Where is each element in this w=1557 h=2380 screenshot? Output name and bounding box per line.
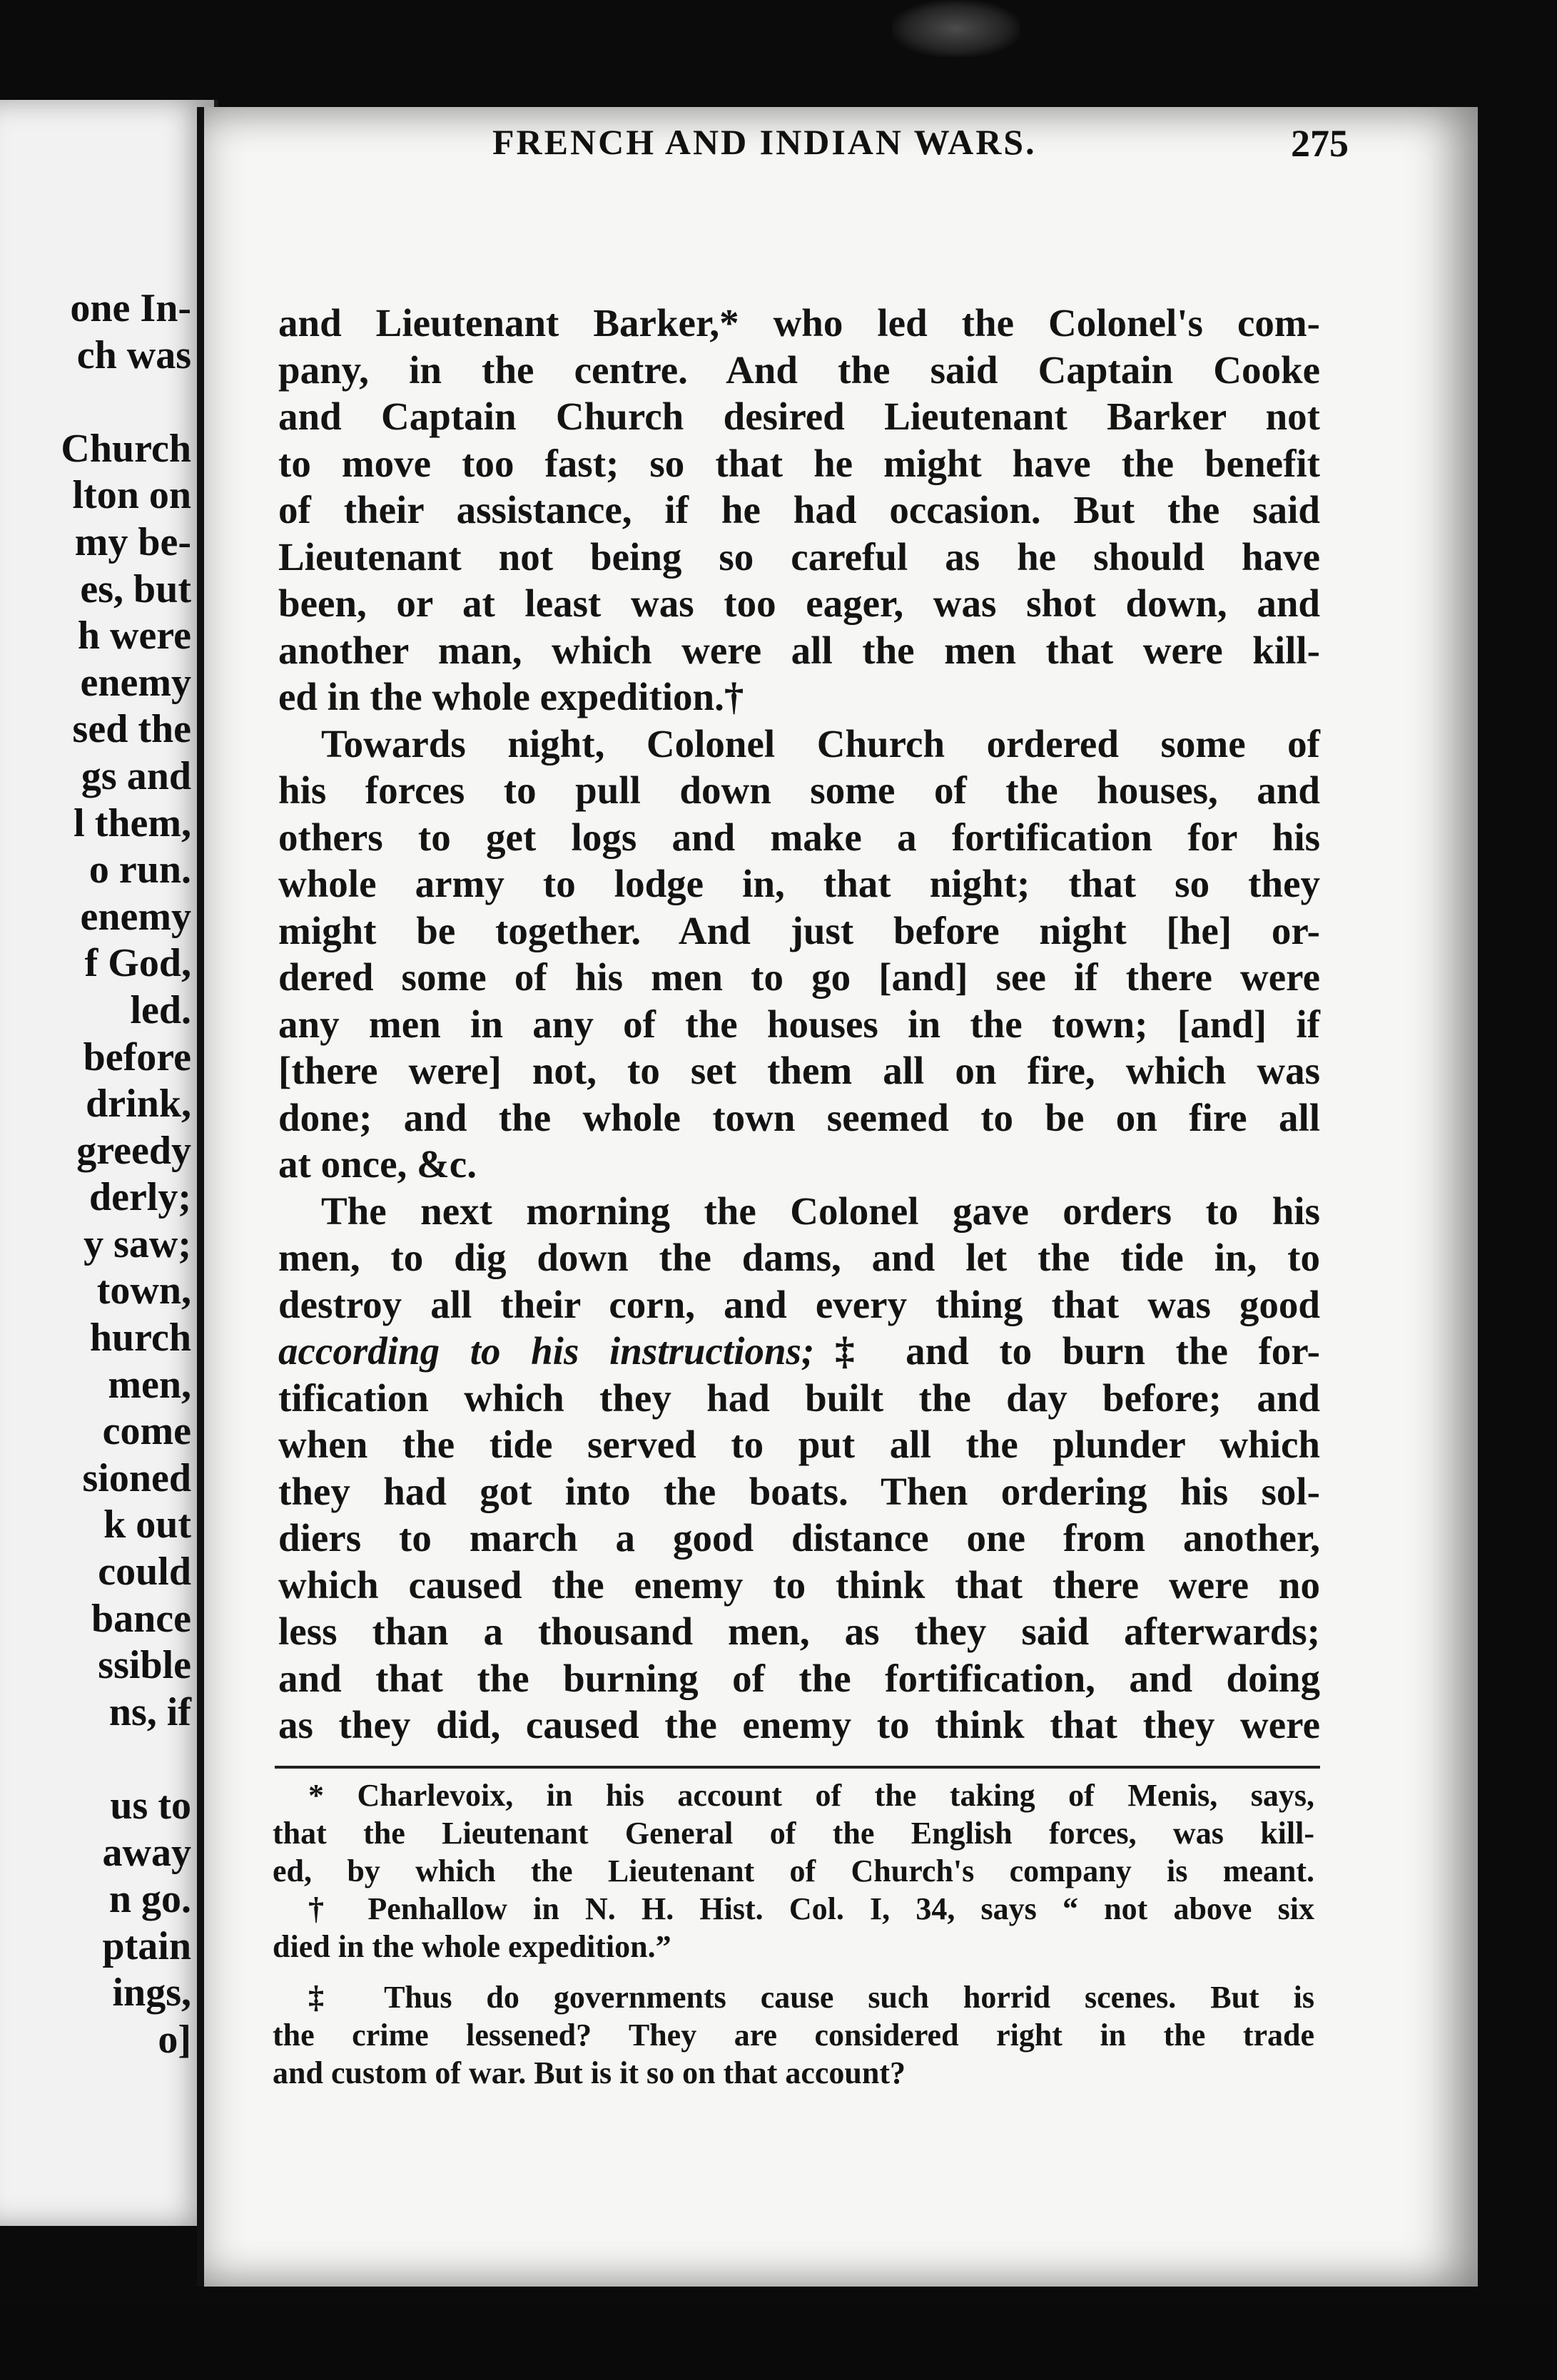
footnote-line: the crime lessened? They are considered right in the trade (273, 2018, 1314, 2053)
footnote-line: died in the whole expedition.” (273, 1929, 671, 1964)
previous-page-line: greedy (76, 1128, 191, 1173)
body-line: another man, which were all the men that were kill- (278, 628, 1320, 672)
previous-page-line: y saw; (83, 1221, 191, 1266)
body-line: [there were] not, to set them all on fire, which was (278, 1049, 1320, 1092)
footnote-line: ed, by which the Lieutenant of Church's company is meant. (273, 1853, 1314, 1888)
previous-page-line: gs and (81, 753, 191, 798)
previous-page-line: o] (158, 2017, 191, 2062)
previous-page-line: h were (77, 614, 191, 658)
body-line: diers to march a good distance one from another, (278, 1516, 1320, 1560)
body-line: when the tide served to put all the plunder which (278, 1423, 1320, 1466)
page-header (285, 121, 1349, 178)
previous-page-text (0, 285, 214, 2064)
previous-page-line: ings, (112, 1970, 191, 2015)
body-line: dered some of his men to go [and] see if there were (278, 955, 1320, 999)
previous-page-line: ssible (98, 1643, 191, 1688)
running-head: FRENCH AND INDIAN WARS. (492, 122, 1037, 162)
previous-page-line (0, 1736, 191, 1783)
previous-page-line: one In- (70, 286, 191, 330)
previous-page-line: before (83, 1034, 191, 1079)
previous-page-line: come (102, 1409, 191, 1454)
body-line: The next morning the Colonel gave orders to his (321, 1189, 1320, 1233)
body-line: any men in any of the houses in the town; [and] if (278, 1002, 1320, 1046)
previous-page-line: drink, (86, 1082, 191, 1127)
page-number: 275 (1291, 122, 1349, 165)
footnote-line: and custom of war. But is it so on that account? (273, 2055, 906, 2090)
previous-page-line: ptain (102, 1923, 191, 1968)
body-line: Lieutenant not being so careful as he should have (278, 534, 1320, 579)
previous-page-line: us to (110, 1784, 191, 1828)
body-line: done; and the whole town seemed to be on fire all (278, 1095, 1320, 1139)
body-line: Towards night, Colonel Church ordered some of (321, 721, 1320, 766)
footnote-line: † Penhallow in N. H. Hist. Col. I, 34, says “ not above six (308, 1891, 1314, 1926)
previous-page-line: men, (108, 1362, 191, 1407)
previous-page-line (0, 379, 191, 426)
previous-page-line: o run. (88, 848, 191, 892)
body-line: less than a thousand men, as they said afterwards; (278, 1609, 1320, 1653)
previous-page-line: led. (130, 987, 191, 1032)
body-line: at once, &c. (278, 1142, 477, 1186)
body-line: ed in the whole expedition.† (278, 675, 744, 718)
previous-page-line: lton on (72, 473, 191, 518)
previous-page-line: f God, (84, 941, 191, 986)
previous-page-line: ns, if (108, 1689, 191, 1734)
footnote-line: that the Lieutenant General of the English forces, was kill- (273, 1816, 1314, 1851)
body-line: might be together. And just before night [he] or- (278, 908, 1320, 952)
body-line: and that the burning of the fortification, and doing (278, 1656, 1320, 1700)
previous-page-line: sed the (72, 707, 191, 752)
previous-page-edge (0, 100, 218, 2226)
italic-phrase: according to his instructions; (278, 1329, 815, 1373)
previous-page-line: ch was (76, 332, 191, 377)
body-line: and Captain Church desired Lieutenant Barker not (278, 395, 1320, 438)
body-text (278, 300, 1320, 1749)
previous-page-line: bance (91, 1596, 191, 1641)
scan-bottom-edge (0, 2304, 1557, 2380)
body-line: pany, in the centre. And the said Captain Cooke (278, 347, 1320, 392)
body-line: of their assistance, if he had occasion. But the said (278, 488, 1320, 532)
previous-page-line: l them, (73, 800, 191, 845)
footnote-rule (275, 1766, 1320, 1769)
previous-page-line: n go. (108, 1877, 191, 1922)
body-line-tail: ‡ and to burn the for- (814, 1329, 1320, 1373)
previous-page-line: Church (61, 426, 191, 471)
previous-page-line: k out (103, 1502, 191, 1547)
body-line: they had got into the boats. Then ordering his sol- (278, 1469, 1320, 1513)
body-line: men, to dig down the dams, and let the tide in, to (278, 1236, 1320, 1279)
previous-page-line: town, (96, 1268, 191, 1313)
body-line: destroy all their corn, and every thing that was good (278, 1282, 1320, 1326)
previous-page-line: hurch (89, 1316, 191, 1361)
previous-page-line: es, but (80, 566, 191, 611)
body-line: been, or at least was too eager, was shot down, and (278, 581, 1320, 625)
body-line: which caused the enemy to think that there were no (278, 1562, 1320, 1607)
footnotes (273, 1776, 1314, 2092)
previous-page-line: derly; (88, 1175, 191, 1220)
footnote-line: * Charlevoix, in his account of the taking of Menis, says, (308, 1778, 1314, 1813)
previous-page-line: enemy (80, 660, 191, 705)
body-line: as they did, caused the enemy to think that they were (278, 1703, 1320, 1746)
body-line: and Lieutenant Barker,* who led the Colonel's com- (278, 301, 1320, 345)
body-line: his forces to pull down some of the houses, and (278, 768, 1320, 812)
scan-artifact (892, 0, 1020, 57)
body-line: tification which they had built the day before; and (278, 1375, 1320, 1420)
body-line-italic-start (278, 1328, 1320, 1375)
previous-page-line: away (102, 1830, 191, 1875)
previous-page-line: could (98, 1550, 191, 1595)
body-line: others to get logs and make a fortification for his (278, 815, 1320, 859)
body-line: whole army to lodge in, that night; that so they (278, 862, 1320, 905)
previous-page-line: enemy (80, 894, 191, 939)
body-line: to move too fast; so that he might have the benefit (278, 441, 1320, 485)
previous-page-line: my be- (74, 519, 191, 564)
previous-page-line: sioned (82, 1455, 191, 1500)
footnote-line: ‡ Thus do governments cause such horrid scenes. But is (308, 1980, 1314, 2015)
